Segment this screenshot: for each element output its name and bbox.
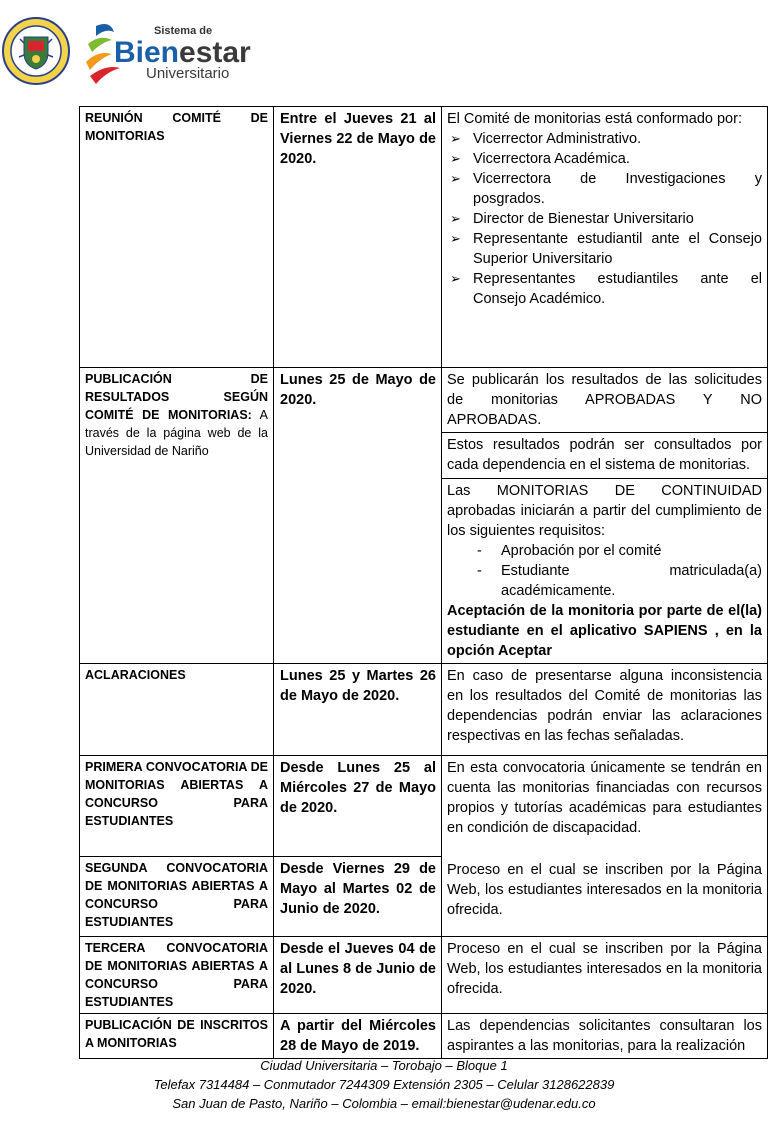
date-cell: Lunes 25 y Martes 26 de Mayo de 2020. xyxy=(274,664,442,756)
table-row xyxy=(80,107,768,368)
list-item: - Estudiante matriculada(a) académicamente. xyxy=(477,563,762,599)
bienestar-logo xyxy=(84,18,274,88)
continuity-intro: Las MONITORIAS DE CONTINUIDAD aprobadas iniciarán a partir del cumplimiento de los siguientes requisitos: xyxy=(447,483,762,539)
activity-cell: PUBLICACIÓN DE INSCRITOS A MONITORIAS xyxy=(80,1014,274,1059)
list-item: ➢ Representante estudiantil ante el Consejo Superior Universitario xyxy=(450,231,762,267)
activity-cell: SEGUNDA CONVOCATORIA DE MONITORIAS ABIERTAS A CONCURSO PARA ESTUDIANTES xyxy=(80,857,274,937)
date-cell: Desde Viernes 29 de Mayo al Martes 02 de Junio de 2020. xyxy=(274,857,442,937)
table-row xyxy=(80,664,768,756)
list-item: ➢ Vicerrectora Académica. xyxy=(450,151,630,167)
date-cell: Lunes 25 de Mayo de 2020. xyxy=(274,368,442,664)
list-item: ➢ Representantes estudiantiles ante el Consejo Académico. xyxy=(450,271,762,307)
page-footer xyxy=(0,1056,768,1113)
arrow-bullet-icon: ➢ xyxy=(450,151,461,166)
list-item: - Aprobación por el comité xyxy=(477,543,662,559)
description-cell: Las dependencias solicitantes consultaran los aspirantes a las monitorias, para la realización xyxy=(442,1014,768,1059)
description-cell xyxy=(442,479,768,664)
logo-line3: Universitario xyxy=(146,65,230,82)
description-cell: En esta convocatoria únicamente se tendrán en cuenta las monitorias financiadas con recursos propios y tutorías académicas para estudiantes en condición de discapacidad. Proceso en el cual se inscriben por la Página Web, los estudiantes interesados en la monitoria ofrecida. xyxy=(442,756,768,937)
description-cell: Estos resultados podrán ser consultados por cada dependencia en el sistema de monitorias. xyxy=(442,433,768,479)
page-header xyxy=(0,0,768,100)
logo-line2: Bienestar xyxy=(114,36,251,69)
activity-cell: REUNIÓN COMITÉ DE MONITORIAS xyxy=(80,107,274,368)
arrow-bullet-icon: ➢ xyxy=(450,231,461,246)
activity-cell: ACLARACIONES xyxy=(80,664,274,756)
activity-cell: TERCERA CONVOCATORIA DE MONITORIAS ABIERTAS A CONCURSO PARA ESTUDIANTES xyxy=(80,937,274,1014)
acceptance-note: Aceptación de la monitoria por parte de el(la) estudiante en el aplicativo SAPIENS , en la opción Aceptar xyxy=(447,603,762,659)
table-row xyxy=(80,368,768,433)
footer-location-email: San Juan de Pasto, Nariño – Colombia – email:bienestar@udenar.edu.co xyxy=(172,1096,596,1111)
arrow-bullet-icon: ➢ xyxy=(450,131,461,146)
table-row xyxy=(80,937,768,1014)
date-cell: Desde el Jueves 04 de al Lunes 8 de Junio de 2020. xyxy=(274,937,442,1014)
description-cell xyxy=(442,107,768,368)
description-cell: En caso de presentarse alguna inconsistencia en los resultados del Comité de monitorias las dependencias podrán enviar las aclaraciones respectivas en las fechas señaladas. xyxy=(442,664,768,756)
arrow-bullet-icon: ➢ xyxy=(450,271,461,286)
table-row xyxy=(80,756,768,857)
list-item: ➢ Vicerrector Administrativo. xyxy=(450,131,642,147)
table-row xyxy=(80,1014,768,1059)
arrow-bullet-icon: ➢ xyxy=(450,171,461,186)
requirements-list xyxy=(447,541,762,601)
footer-address: Ciudad Universitaria – Torobajo – Bloque 1 xyxy=(260,1058,508,1073)
committee-intro: El Comité de monitorias está conformado por: xyxy=(447,111,742,127)
activity-cell: PUBLICACIÓN DE RESULTADOS SEGÚN COMITÉ DE MONITORIAS: A través de la página web de la Universidad de Nariño xyxy=(80,368,274,664)
university-seal-icon xyxy=(2,17,70,85)
list-item: ➢ Vicerrectora de Investigaciones y posgrados. xyxy=(450,171,762,207)
footer-phones: Telefax 7314484 – Conmutador 7244309 Extensión 2305 – Celular 3128622839 xyxy=(153,1077,615,1092)
description-cell: Proceso en el cual se inscriben por la Página Web, los estudiantes interesados en la monitoria ofrecida. xyxy=(442,937,768,1014)
description-cell: Se publicarán los resultados de las solicitudes de monitorias APROBADAS Y NO APROBADAS. xyxy=(442,368,768,433)
schedule-table xyxy=(79,106,768,1059)
activity-cell: PRIMERA CONVOCATORIA DE MONITORIAS ABIERTAS A CONCURSO PARA ESTUDIANTES xyxy=(80,756,274,857)
arrow-bullet-icon: ➢ xyxy=(450,211,461,226)
logo-line1: Sistema de xyxy=(154,25,213,37)
date-cell: A partir del Miércoles 28 de Mayo de 2019. xyxy=(274,1014,442,1059)
list-item: ➢ Director de Bienestar Universitario xyxy=(450,211,694,227)
committee-members-list xyxy=(447,129,762,309)
date-cell: Entre el Jueves 21 al Viernes 22 de Mayo de 2020. xyxy=(274,107,442,368)
date-cell: Desde Lunes 25 al Miércoles 27 de Mayo de 2020. xyxy=(274,756,442,857)
